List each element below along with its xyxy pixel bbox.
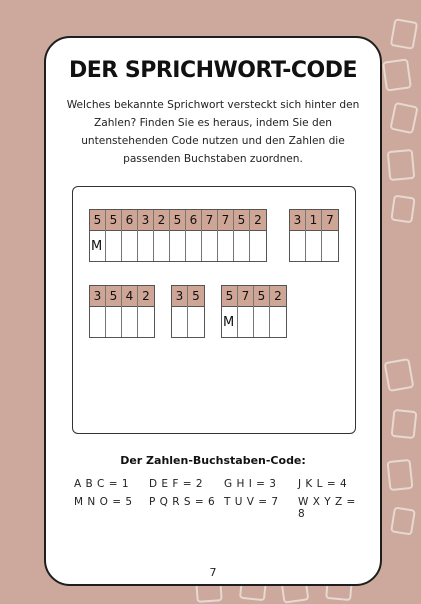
letter-box[interactable] bbox=[186, 231, 201, 261]
code-entry: G H I = 3 bbox=[224, 478, 277, 490]
code-cell bbox=[270, 286, 286, 337]
code-entry: M N O = 5 bbox=[74, 496, 133, 508]
code-entry: P Q R S = 6 bbox=[149, 496, 216, 508]
code-word bbox=[171, 285, 205, 338]
code-cell bbox=[322, 210, 338, 261]
code-number: 7 bbox=[322, 210, 338, 231]
code-cell bbox=[122, 286, 138, 337]
puzzle-box bbox=[72, 186, 356, 434]
page-number: 7 bbox=[209, 566, 217, 579]
code-cell bbox=[122, 210, 138, 261]
code-cell bbox=[188, 286, 204, 337]
code-number: 7 bbox=[202, 210, 217, 231]
letter-box[interactable] bbox=[322, 231, 338, 261]
code-cell bbox=[90, 286, 106, 337]
code-number: 7 bbox=[238, 286, 253, 307]
code-number: 2 bbox=[154, 210, 169, 231]
code-number: 3 bbox=[290, 210, 305, 231]
letter-box[interactable] bbox=[138, 307, 154, 337]
code-number: 3 bbox=[172, 286, 187, 307]
decorative-square bbox=[390, 195, 415, 224]
decorative-square bbox=[389, 102, 418, 134]
letter-box[interactable] bbox=[238, 307, 253, 337]
code-word bbox=[289, 209, 339, 262]
letter-box[interactable] bbox=[254, 307, 269, 337]
decorative-square bbox=[390, 18, 418, 50]
code-number: 5 bbox=[170, 210, 185, 231]
code-cell bbox=[254, 286, 270, 337]
code-cell bbox=[306, 210, 322, 261]
decorative-square bbox=[391, 409, 418, 439]
code-word bbox=[89, 285, 155, 338]
code-number: 1 bbox=[306, 210, 321, 231]
page-title: DER SPRICHWORT-CODE bbox=[68, 58, 357, 83]
code-number: 5 bbox=[106, 286, 121, 307]
code-number: 5 bbox=[90, 210, 105, 231]
decorative-square bbox=[384, 358, 415, 392]
code-number: 4 bbox=[122, 286, 137, 307]
decorative-square bbox=[382, 58, 412, 91]
code-cell bbox=[106, 210, 122, 261]
letter-box[interactable] bbox=[122, 307, 137, 337]
letter-box[interactable] bbox=[138, 231, 153, 261]
code-number: 5 bbox=[222, 286, 237, 307]
letter-box[interactable] bbox=[106, 307, 121, 337]
code-number: 3 bbox=[90, 286, 105, 307]
code-number: 6 bbox=[186, 210, 201, 231]
code-cell bbox=[218, 210, 234, 261]
code-table bbox=[74, 478, 364, 520]
code-cell bbox=[138, 286, 154, 337]
letter-box[interactable] bbox=[234, 231, 249, 261]
code-cell bbox=[186, 210, 202, 261]
code-entry: W X Y Z = 8 bbox=[298, 496, 356, 520]
letter-box[interactable] bbox=[306, 231, 321, 261]
code-number: 6 bbox=[122, 210, 137, 231]
letter-box[interactable] bbox=[90, 307, 105, 337]
letter-box[interactable] bbox=[218, 231, 233, 261]
letter-box[interactable] bbox=[270, 307, 286, 337]
code-word bbox=[89, 209, 267, 262]
code-cell bbox=[154, 210, 170, 261]
letter-box[interactable] bbox=[188, 307, 204, 337]
decorative-square bbox=[386, 459, 413, 491]
code-entry: J K L = 4 bbox=[298, 478, 348, 490]
code-entry: A B C = 1 bbox=[74, 478, 130, 490]
instructions-text: Welches bekannte Sprichwort versteckt sich hinter den Zahlen? Finden Sie es heraus, indem Sie den untenstehenden Code nutzen und den Zahlen die passenden Buchstaben zuordnen. bbox=[66, 99, 360, 165]
code-number: 7 bbox=[218, 210, 233, 231]
code-number: 5 bbox=[234, 210, 249, 231]
code-cell bbox=[138, 210, 154, 261]
letter-box[interactable] bbox=[170, 231, 185, 261]
letter-box[interactable] bbox=[154, 231, 169, 261]
letter-box[interactable] bbox=[172, 307, 187, 337]
code-number: 5 bbox=[106, 210, 121, 231]
code-cell bbox=[290, 210, 306, 261]
code-number: 3 bbox=[138, 210, 153, 231]
code-number: 5 bbox=[188, 286, 204, 307]
letter-box[interactable]: M bbox=[222, 307, 237, 337]
code-number: 5 bbox=[254, 286, 269, 307]
code-entry: D E F = 2 bbox=[149, 478, 204, 490]
code-number: 2 bbox=[250, 210, 266, 231]
decorative-square bbox=[387, 149, 416, 181]
code-cell bbox=[170, 210, 186, 261]
letter-box[interactable]: M bbox=[90, 231, 105, 261]
code-heading: Der Zahlen-Buchstaben-Code: bbox=[120, 454, 306, 467]
code-cell bbox=[90, 210, 106, 261]
code-cell bbox=[172, 286, 188, 337]
code-cell bbox=[222, 286, 238, 337]
decorative-square bbox=[390, 506, 416, 535]
letter-box[interactable] bbox=[122, 231, 137, 261]
code-number: 2 bbox=[138, 286, 154, 307]
code-cell bbox=[202, 210, 218, 261]
code-cell bbox=[106, 286, 122, 337]
code-entry: T U V = 7 bbox=[224, 496, 279, 508]
code-word bbox=[221, 285, 287, 338]
letter-box[interactable] bbox=[290, 231, 305, 261]
letter-box[interactable] bbox=[250, 231, 266, 261]
code-number: 2 bbox=[270, 286, 286, 307]
worksheet-card bbox=[44, 36, 382, 586]
letter-box[interactable] bbox=[106, 231, 121, 261]
code-cell bbox=[250, 210, 266, 261]
code-cell bbox=[238, 286, 254, 337]
code-cell bbox=[234, 210, 250, 261]
letter-box[interactable] bbox=[202, 231, 217, 261]
